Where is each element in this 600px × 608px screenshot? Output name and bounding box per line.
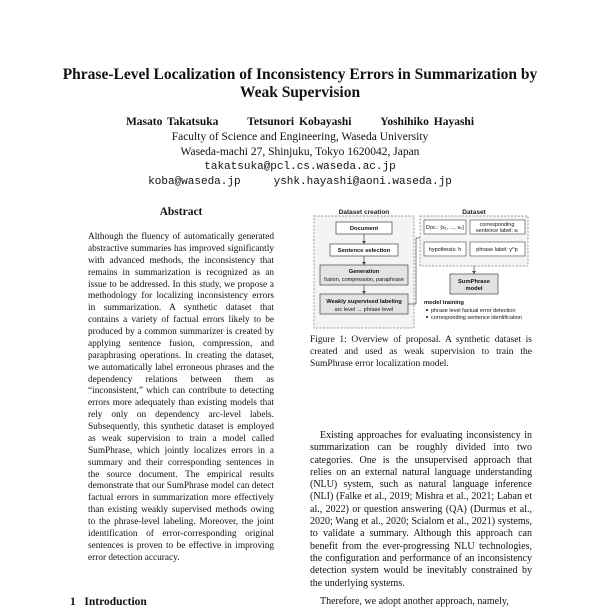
email-line-2: koba@waseda.jp yshk.hayashi@aoni.waseda.jp bbox=[148, 176, 452, 188]
dataset-creation-title: Dataset creation bbox=[338, 209, 390, 216]
title-line-1: Phrase-Level Localization of Inconsistency Errors in Summarization by bbox=[62, 66, 538, 83]
doc-sentences-label: Doc.: {s₁, ..., sₙ} bbox=[425, 225, 465, 231]
bullet-2-dot bbox=[426, 316, 428, 318]
bullet-2-text: corresponding sentence identification bbox=[431, 315, 522, 321]
corresponding-label-line-1: corresponding bbox=[479, 222, 515, 228]
bullet-1-text: phrase level factual error detection bbox=[431, 308, 516, 314]
generation-label: Generation bbox=[348, 269, 380, 275]
author-2: Tetsunori Kobayashi bbox=[247, 116, 352, 128]
weak-labeling-label: Weakly supervised labeling bbox=[326, 299, 402, 305]
model-training-label: model training bbox=[424, 300, 464, 306]
author-3: Yoshihiko Hayashi bbox=[380, 116, 475, 128]
abstract-heading: Abstract bbox=[159, 206, 203, 218]
bullet-1-dot bbox=[426, 309, 428, 311]
document-box-label: Document bbox=[349, 226, 379, 232]
sumphrase-model-line-1: SumPhrase bbox=[458, 279, 490, 285]
generation-sub-label: fusion, compression, paraphrase bbox=[324, 277, 404, 283]
introduction-heading: 1 Introduction bbox=[70, 596, 147, 608]
corresponding-label-line-2: sentence label: sⱼ bbox=[475, 228, 519, 234]
weak-labeling-sub-label: arc level → phrase level bbox=[334, 307, 394, 313]
body-paragraph-1: Existing approaches for evaluating inconsistency in summarization can be roughly divided into two categories. One is the unsupervised approach that relies on an external natural language understanding (NLU) system, such as natural language inference (NLI) (Falke et al., 2019; Mishra et al., 2021; Laban et al., 2022) or question answering (QA) (Durmus et al., 2020; Wang et al., 2020; Scialom et al., 2021) systems, to validate a summary. Although this approach can benefit from the ever-progressing NLU technologies, the configuration and performance of an inconsistency detection system would be inevitably constrained by the underlying systems. bbox=[310, 430, 532, 589]
dataset-title: Dataset bbox=[462, 209, 486, 216]
paper-title bbox=[60, 66, 540, 102]
figure-1-caption: Figure 1: Overview of proposal. A synthetic dataset is created and used as weak supervision to train the SumPhrase error localization model. bbox=[310, 335, 532, 369]
sumphrase-model-line-2: model bbox=[465, 286, 483, 292]
abstract-text: Although the fluency of automatically generated abstractive summaries has improved significantly with advanced methods, the inconsistency that remains in summarization is recognized as an issue to be addressed. In this study, we propose a methodology for localizing inconsistency errors in summarization. A synthetic dataset that contains a variety of factual errors likely to be produced by a common summarizer is created by applying sentence fusion, compression, and paraphrasing operations. In creating the dataset, we automatically label erroneous phrases and the dependency relations between them as “inconsistent,” which can contribute to detecting errors more adequately than existing models that rely only on dependency arc-level labels. Subsequently, this synthetic dataset is employed as weak supervision to train a model called SumPhrase, which jointly localizes errors in a summary and their corresponding sentences in the source document. The empirical results demonstrate that our SumPhrase model can detect factual errors in summarization more effectively than existing weakly supervised methods owing to the phrase-level labeling. Moreover, the joint identification of error-corresponding original sentences is proven to be effective in improving error detection accuracy. bbox=[88, 232, 274, 563]
author-1: Masato Takatsuka bbox=[125, 116, 219, 128]
phrase-label-text: phrase label: y^p bbox=[476, 247, 518, 253]
title-line-2: Weak Supervision bbox=[239, 84, 361, 101]
sentence-selection-label: Sentence selection bbox=[337, 248, 391, 254]
hypothesis-label: hypothesis: h bbox=[428, 247, 462, 253]
affiliation-line-1: Faculty of Science and Engineering, Waseda University bbox=[171, 131, 429, 143]
author-list bbox=[60, 116, 540, 128]
figure-1 bbox=[312, 208, 530, 330]
affiliation-line-2: Waseda-machi 27, Shinjuku, Tokyo 1620042, Japan bbox=[180, 146, 420, 158]
email-line-1: takatsuka@pcl.cs.waseda.ac.jp bbox=[204, 161, 396, 173]
body-paragraph-2-start: Therefore, we adopt another approach, namely, bbox=[320, 596, 509, 607]
figure-1-diagram bbox=[312, 208, 530, 330]
